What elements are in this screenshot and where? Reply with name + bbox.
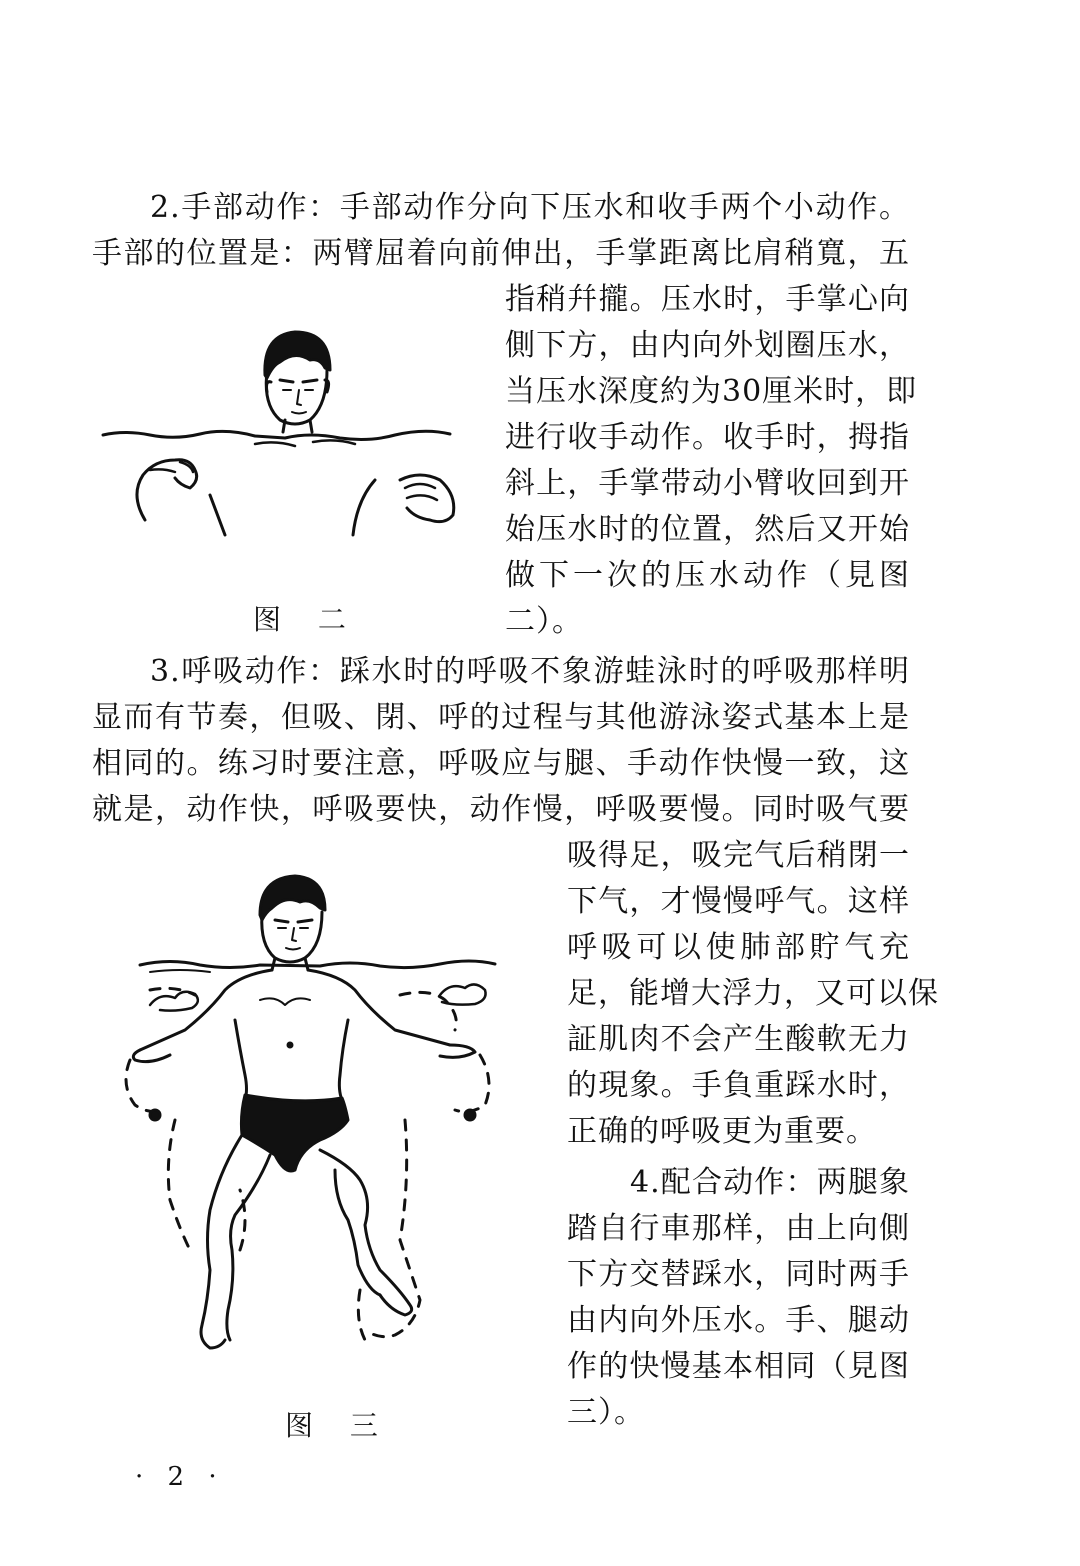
section-2-heading-line: 2.手部动作：手部动作分向下压水和收手两个小动作。 — [150, 190, 910, 225]
section-4-line: 由内向外压水。手、腿动 — [567, 1303, 910, 1338]
section-3-line: 証肌肉不会产生酸軟无力 — [567, 1022, 910, 1057]
section-3-line: 就是，动作快，呼吸要快，动作慢，呼吸要慢。同时吸气要 — [92, 792, 910, 827]
section-2-line: 側下方，由内向外划圈压水， — [505, 328, 910, 363]
section-3-line: 足，能增大浮力，又可以保 — [567, 976, 939, 1011]
figure-3-illustration — [110, 870, 530, 1390]
section-2-line: 指稍幷攏。压水时，手掌心向 — [505, 282, 910, 317]
section-2-line: 斜上，手掌带动小臂收回到开 — [505, 466, 910, 501]
section-4-line: 下方交替踩水，同时两手 — [567, 1257, 910, 1292]
section-2-line: 手部的位置是：两臂屈着向前伸出，手掌距离比肩稍寬，五 — [92, 236, 910, 271]
figure-2-illustration — [95, 320, 465, 550]
section-3-line: 呼吸可以使肺部貯气充 — [567, 930, 910, 965]
section-3-line: 相同的。练习时要注意，呼吸应与腿、手动作快慢一致，这 — [92, 746, 910, 781]
section-2-line: 做下一次的压水动作（見图 — [505, 558, 910, 593]
section-4-line: 作的快慢基本相同（見图 — [567, 1349, 910, 1384]
section-3-line: 吸得足，吸完气后稍閉一 — [567, 838, 910, 873]
page-number: · 2 · — [135, 1462, 225, 1492]
section-3-line: 显而有节奏，但吸、閉、呼的过程与其他游泳姿式基本上是 — [92, 700, 910, 735]
section-3-line: 下气，才慢慢呼气。这样 — [567, 884, 910, 919]
figure-3-caption: 图 三 — [285, 1409, 392, 1442]
section-2-line: 当压水深度約为30厘米时，即 — [505, 374, 918, 409]
section-2-line: 二）。 — [505, 604, 583, 639]
section-4-line: 踏自行車那样，由上向側 — [567, 1211, 910, 1246]
section-4-heading-line: 4.配合动作：两腿象 — [630, 1165, 910, 1200]
section-3-line: 的現象。手負重踩水时， — [567, 1068, 910, 1103]
figure-2-caption: 图 二 — [253, 603, 360, 636]
section-2-line: 始压水时的位置，然后又开始 — [505, 512, 910, 547]
section-3-heading-line: 3.呼吸动作：踩水时的呼吸不象游蛙泳时的呼吸那样明 — [150, 654, 910, 689]
section-3-line: 正确的呼吸更为重要。 — [567, 1114, 877, 1149]
section-2-line: 进行收手动作。收手时，拇指 — [505, 420, 910, 455]
section-4-line: 三）。 — [567, 1395, 645, 1430]
